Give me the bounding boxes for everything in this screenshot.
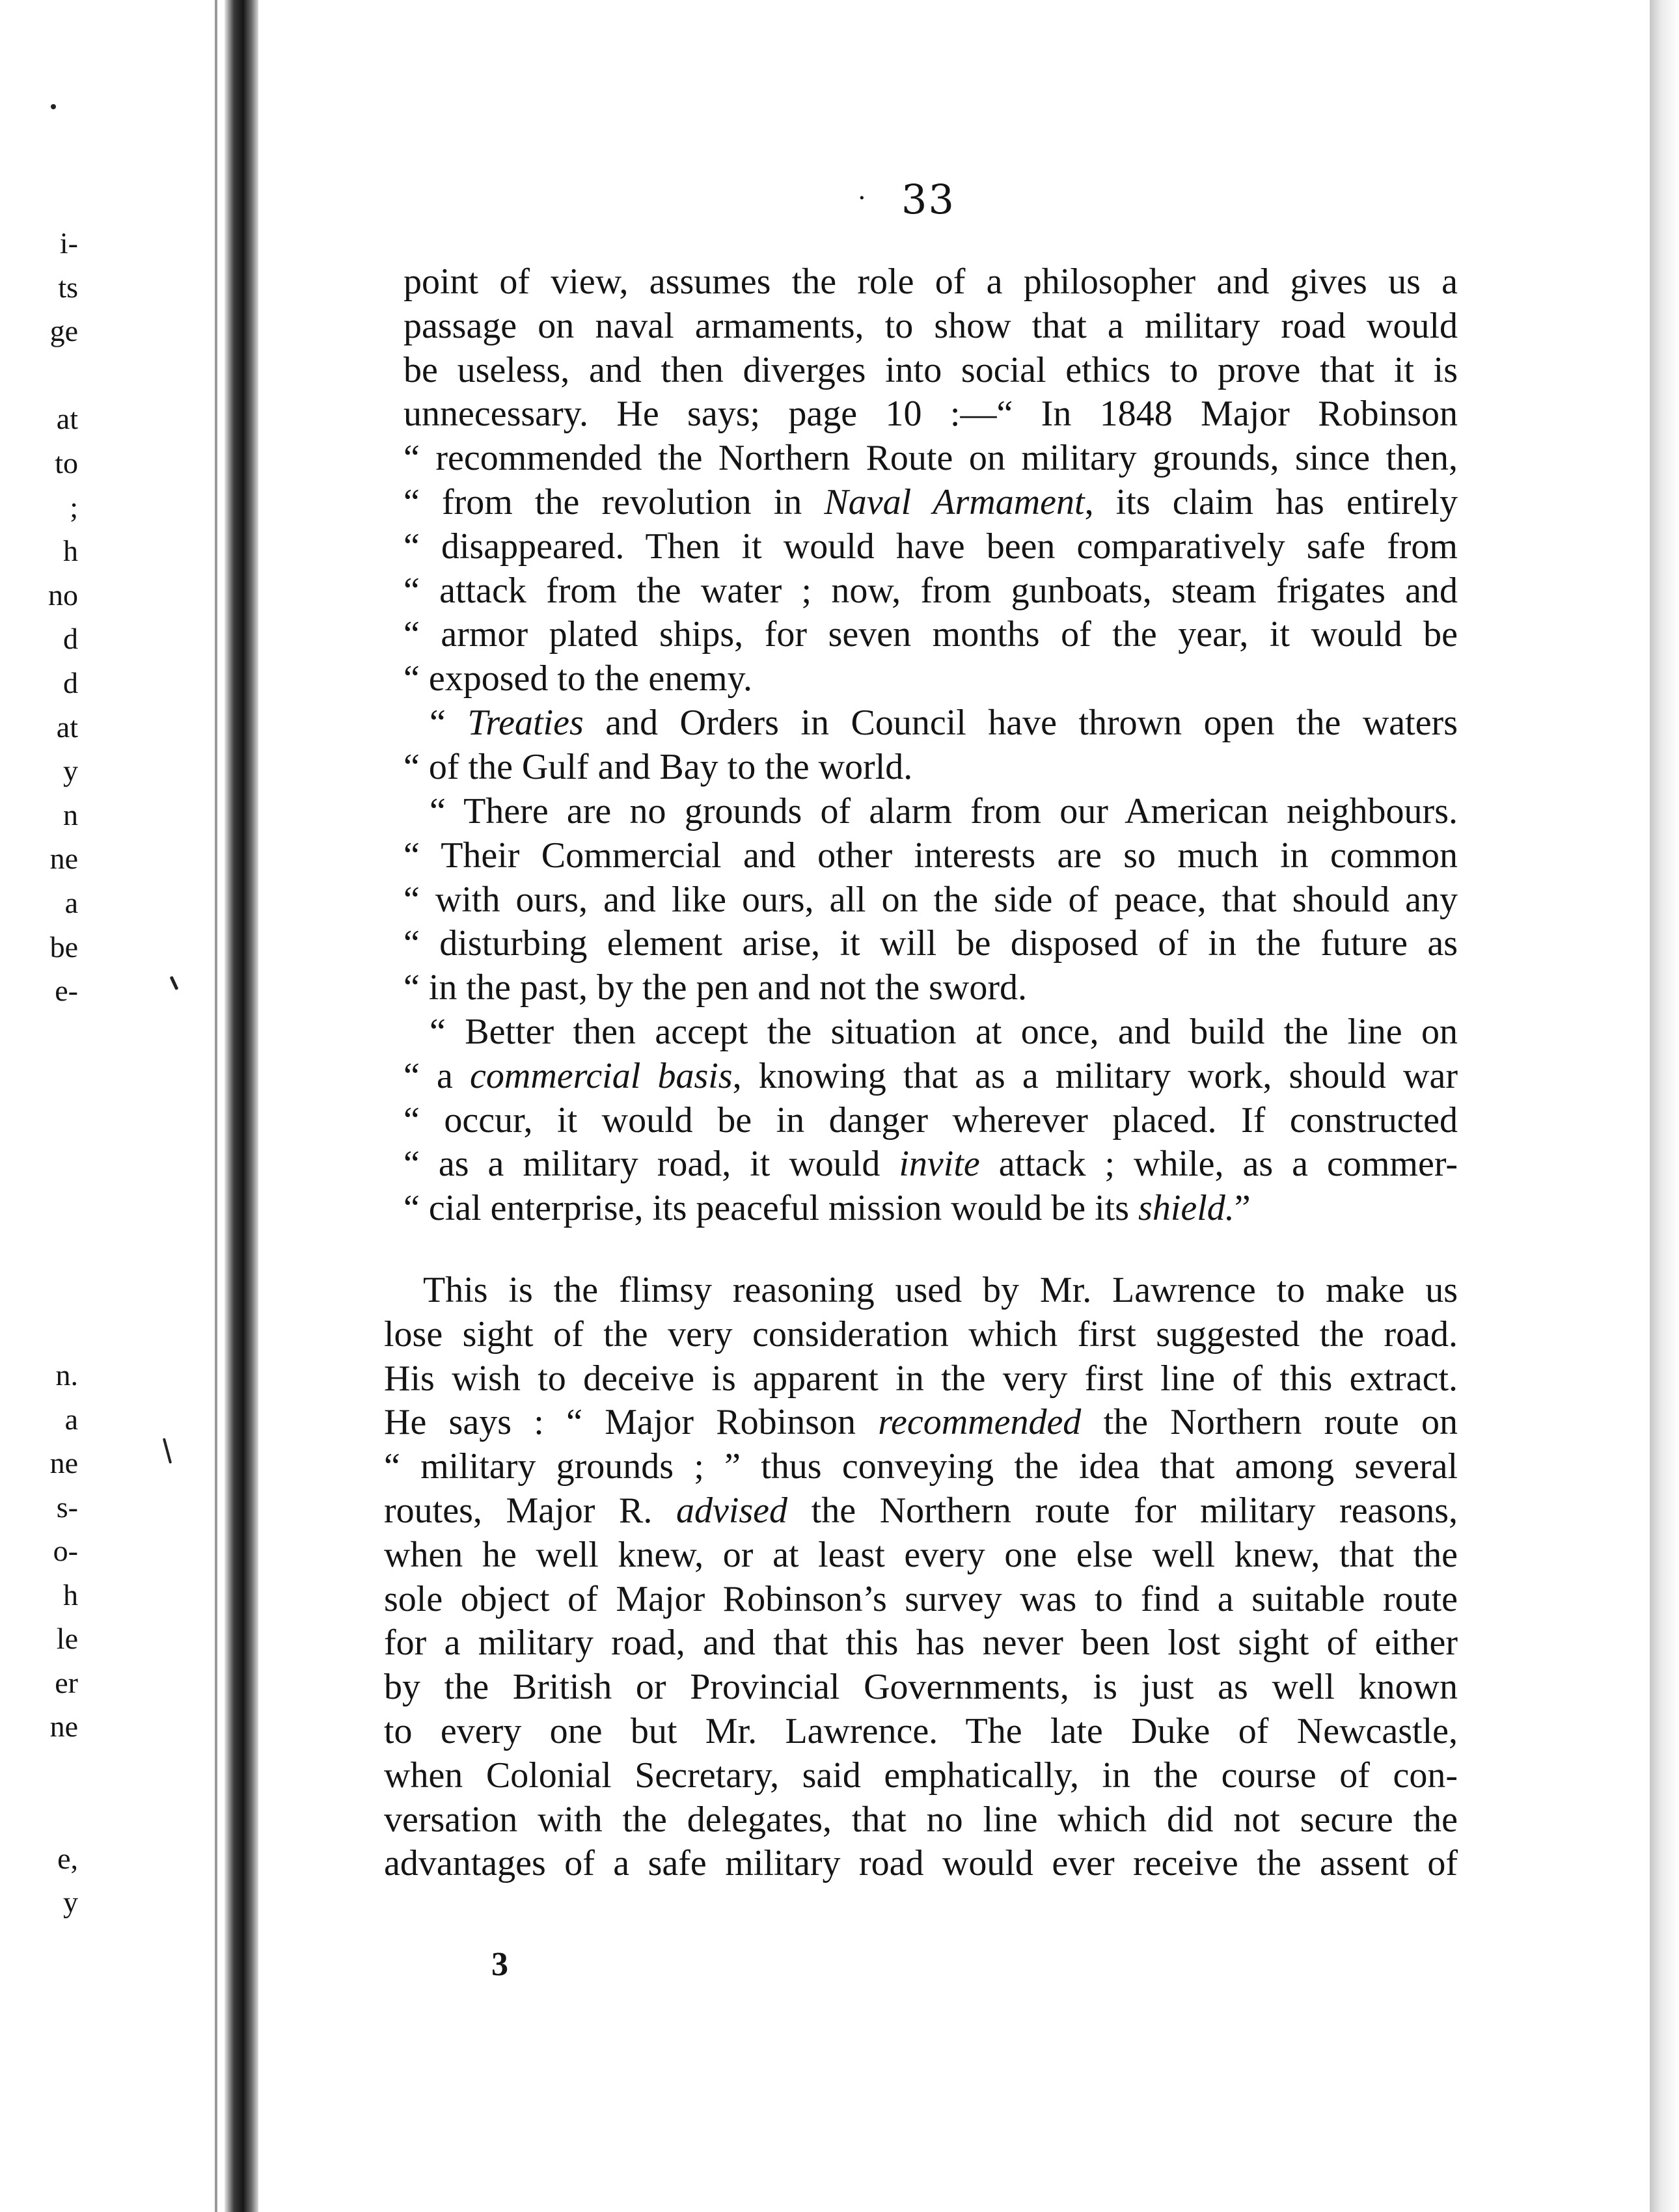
text-line <box>384 1489 1458 1533</box>
text-run: “ <box>430 703 468 743</box>
text-line: “ There are no grounds of alarm from our American neighbours. <box>430 791 1458 831</box>
text-run: and Orders in Council have thrown open the waters <box>583 703 1458 743</box>
text-line: when he well knew, or at least every one else well knew, that the <box>384 1534 1458 1575</box>
text-line: “ with ours, and like ours, all on the side of peace, that should any <box>403 879 1458 920</box>
fragment: h <box>63 534 78 568</box>
book-gutter <box>225 0 258 2212</box>
fragment <box>0 1792 78 1837</box>
text-line: be useless, and then diverges into social ethics to prove that it is <box>403 349 1458 390</box>
fragment: to <box>55 446 78 479</box>
italic-run: invite <box>899 1144 980 1185</box>
text-line <box>384 1401 1458 1445</box>
page-fold-line <box>215 0 217 2212</box>
italic-run: recommended <box>878 1402 1082 1443</box>
text-line: “ armor plated ships, for seven months of the year, it would be <box>403 614 1458 655</box>
fragment: ; <box>70 490 78 524</box>
text-line: “ disappeared. Then it would have been comparatively safe from <box>403 526 1458 567</box>
text-run: the Northern route for military reasons, <box>787 1490 1458 1531</box>
text-line <box>403 1142 1458 1187</box>
paragraph-2 <box>403 701 1458 790</box>
fragment: y <box>63 1885 78 1919</box>
fragment: y <box>63 754 78 788</box>
text-run: “ from the revolution in <box>403 481 825 522</box>
text-line: “ Better then accept the situation at once, and build the line on <box>430 1012 1458 1052</box>
ink-speck <box>170 976 179 990</box>
italic-run: advised <box>676 1490 788 1531</box>
fragment: d <box>63 666 78 699</box>
text-line: advantages of a safe military road would ever receive the assent of <box>384 1843 1458 1884</box>
ink-speck <box>163 1438 172 1464</box>
left-facing-page <box>0 0 225 2212</box>
fragment: at <box>56 710 78 744</box>
fragment: a <box>64 1402 78 1436</box>
text-line: point of view, assumes the role of a philosopher and gives us a <box>403 262 1458 302</box>
text-line: “ exposed to the enemy. <box>403 658 752 699</box>
left-page-fragments-lower <box>0 1353 78 1924</box>
fragment: h <box>63 1578 78 1612</box>
text-run: attack ; while, as a commer- <box>979 1144 1458 1185</box>
fragment: ge <box>49 314 78 348</box>
left-page-fragments-upper <box>0 221 78 1013</box>
fragment: at <box>56 402 78 436</box>
text-line <box>403 701 1458 746</box>
signature-mark: 3 <box>491 1946 508 1983</box>
fragment: be <box>49 930 78 964</box>
text-line: versation with the delegates, that no line which did not secure the <box>384 1799 1458 1840</box>
text-line: sole object of Major Robinson’s survey was to find a suitable route <box>384 1578 1458 1619</box>
fragment: s- <box>56 1490 78 1524</box>
text-line: “ attack from the water ; now, from gunboats, steam frigates and <box>403 570 1458 611</box>
text-run: routes, Major R. <box>384 1490 676 1531</box>
italic-run: Naval Armament <box>824 481 1085 522</box>
fragment: ts <box>58 270 78 304</box>
fragment: no <box>48 578 78 612</box>
fragment: i- <box>59 226 78 260</box>
text-line: “ occur, it would be in danger wherever placed. If constructed <box>403 1099 1458 1140</box>
text-run: “ as a military road, it would <box>403 1144 899 1185</box>
italic-run: shield. <box>1138 1188 1235 1229</box>
paragraph-1 <box>403 260 1458 701</box>
text-line <box>403 1055 1458 1099</box>
text-line <box>403 1187 1458 1231</box>
text-line: “ Their Commercial and other interests are so much in common <box>403 835 1458 876</box>
text-line: “ in the past, by the pen and not the sword. <box>403 967 1028 1008</box>
italic-run: commercial basis <box>470 1055 733 1096</box>
fragment: n <box>63 798 78 831</box>
page-edge-shadow <box>1650 0 1679 2212</box>
paragraph-4 <box>403 1010 1458 1231</box>
page-number-dot: · <box>858 183 866 213</box>
text-line: passage on naval armaments, to show that a military road would <box>403 305 1458 346</box>
fragment <box>0 353 78 398</box>
text-line: “ recommended the Northern Route on military grounds, since then, <box>403 438 1458 479</box>
text-run: He says : “ Major Robinson <box>384 1402 879 1443</box>
ink-speck <box>51 104 56 109</box>
paragraph-5 <box>384 1269 1458 1886</box>
text-line: lose sight of the very consideration which first suggested the road. <box>384 1314 1458 1355</box>
text-run: “ cial enterprise, its peaceful mission would be its <box>403 1188 1139 1229</box>
text-line: This is the flimsy reasoning used by Mr. Lawrence to make us <box>423 1270 1458 1310</box>
fragment: e, <box>57 1841 78 1875</box>
text-line: to every one but Mr. Lawrence. The late Duke of Newcastle, <box>384 1710 1458 1751</box>
text-run: “ a <box>403 1055 471 1096</box>
fragment: ne <box>49 1446 78 1479</box>
fragment: le <box>56 1622 78 1655</box>
italic-run: Treaties <box>467 703 584 743</box>
text-line: unnecessary. He says; page 10 :—“ In 1848 Major Robinson <box>403 394 1458 435</box>
text-line: when Colonial Secretary, said emphatically, in the course of con- <box>384 1755 1458 1796</box>
text-line: by the British or Provincial Governments, is just as well known <box>384 1667 1458 1708</box>
text-line: “ of the Gulf and Bay to the world. <box>403 746 913 787</box>
text-line: “ military grounds ; ” thus conveying the idea that among several <box>384 1446 1458 1487</box>
fragment <box>0 1749 78 1793</box>
text-run: , its claim has entirely <box>1084 481 1458 522</box>
text-run: the Northern route on <box>1081 1402 1458 1443</box>
text-line: “ disturbing element arise, it will be disposed of in the future as <box>403 923 1458 964</box>
page-number: 33 <box>901 176 955 223</box>
fragment: ne <box>49 1710 78 1743</box>
fragment: n. <box>55 1358 78 1392</box>
text-line: for a military road, and that this has never been lost sight of either <box>384 1623 1458 1664</box>
text-run: ” <box>1234 1188 1251 1229</box>
text-line <box>403 481 1458 525</box>
fragment: o- <box>53 1534 78 1567</box>
fragment: d <box>63 622 78 656</box>
text-run: , knowing that as a military work, should war <box>732 1055 1458 1096</box>
fragment: e- <box>55 974 78 1008</box>
paragraph-3 <box>403 790 1458 1010</box>
fragment: er <box>55 1666 78 1699</box>
fragment: a <box>64 885 78 919</box>
text-line: His wish to deceive is apparent in the very first line of this extract. <box>384 1358 1458 1399</box>
fragment: ne <box>49 842 78 876</box>
